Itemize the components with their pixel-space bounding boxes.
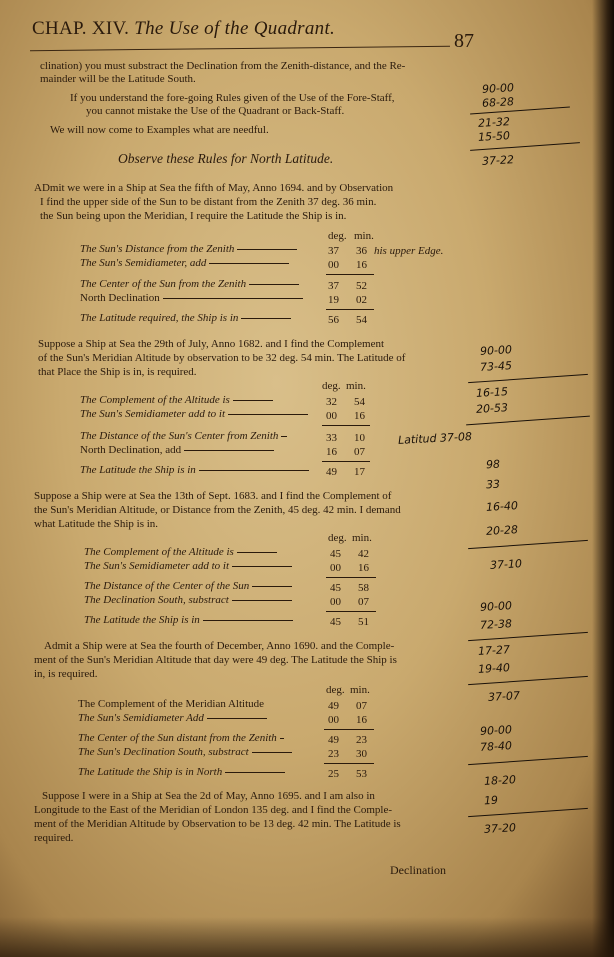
table-row	[80, 292, 306, 304]
paragraph-line: Suppose I were in a Ship at Sea the 2d of May, Anno 1695. and I am also in	[42, 790, 375, 802]
table-row	[80, 464, 312, 476]
table-row	[78, 732, 287, 744]
col-head-min: min.	[350, 684, 370, 696]
margin-rule	[468, 756, 588, 765]
row-label: The Complement of the Meridian Altitude	[78, 698, 265, 710]
deg-cell: 33	[326, 432, 337, 444]
sum-line	[326, 274, 374, 275]
min-cell: 17	[354, 466, 365, 478]
min-cell: 51	[358, 616, 369, 628]
example-text: Admit a Ship were at Sea the fourth of December, Anno 1690. and the Comple-	[44, 640, 395, 652]
deg-cell: 32	[326, 396, 337, 408]
table-row	[78, 746, 295, 758]
deg-cell: 49	[328, 700, 339, 712]
sum-line	[322, 461, 370, 462]
page-bottom-shadow	[0, 917, 614, 957]
margin-note: 78-40	[479, 739, 513, 754]
min-cell: 30	[356, 748, 367, 760]
table-row	[84, 580, 295, 592]
margin-note: 20-28	[485, 523, 519, 538]
margin-note: Latitud 37-08	[397, 430, 473, 447]
margin-note: 37-07	[487, 689, 521, 704]
row-label: The Latitude the Ship is in	[80, 464, 196, 476]
intro-line: you cannot mistake the Use of the Quadrant or Back-Staff.	[86, 105, 345, 117]
col-head-deg: deg.	[328, 532, 347, 544]
margin-note: 90-00	[479, 599, 513, 614]
deg-cell: 00	[330, 596, 341, 608]
chapter-label: CHAP. XIV.	[32, 18, 130, 39]
row-label: The Latitude required, the Ship is in	[80, 312, 239, 324]
margin-rule	[468, 808, 588, 817]
sum-line	[324, 729, 374, 730]
row-label: The Sun's Semidiameter Add	[78, 712, 204, 724]
margin-rule	[470, 142, 580, 151]
example-text: I find the upper side of the Sun to be distant from the Zenith 37 deg. 36 min.	[40, 196, 377, 208]
example-text: that Place the Ship is in, is required.	[38, 366, 197, 378]
min-cell: 53	[356, 768, 367, 780]
min-cell: 16	[358, 562, 369, 574]
margin-note: 98	[485, 457, 501, 472]
row-label: The Declination South, substract	[84, 594, 229, 606]
min-cell: 07	[356, 700, 367, 712]
margin-note: 37-20	[483, 821, 517, 836]
row-label: The Sun's Semidiameter add to it	[80, 408, 226, 420]
sum-line	[326, 611, 376, 612]
intro-line: mainder will be the Latitude South.	[40, 73, 196, 85]
margin-note: 90-00	[479, 343, 513, 358]
row-label: The Complement of the Altitude is	[84, 546, 234, 558]
catchword: Declination	[390, 863, 446, 877]
running-header	[32, 18, 432, 40]
table-row	[80, 257, 292, 269]
min-cell: 23	[356, 734, 367, 746]
example-text: ment of the Sun's Meridian Altitude that day were 49 deg. The Latitude the Ship is	[34, 654, 397, 666]
table-row	[84, 614, 296, 626]
deg-cell: 49	[328, 734, 339, 746]
margin-note: 18-20	[483, 773, 517, 788]
margin-rule	[468, 676, 588, 685]
margin-note: 37-22	[481, 153, 515, 168]
min-cell: 54	[354, 396, 365, 408]
table-row	[78, 766, 288, 778]
example-text: Suppose a Ship at Sea the 29th of July, Anno 1682. and I find the Complement	[38, 338, 385, 350]
table-row	[80, 243, 300, 255]
intro-line: clination) you must substract the Declination from the Zenith-distance, and the Re-	[40, 60, 406, 72]
col-head-deg: deg.	[322, 380, 341, 392]
margin-note: 19-40	[477, 661, 511, 676]
margin-note: 19	[483, 793, 499, 808]
page-edge-shadow	[592, 0, 614, 957]
table-row	[84, 594, 295, 606]
row-label: The Sun's Semidiameter add to it	[84, 560, 230, 572]
sum-line	[324, 763, 374, 764]
deg-cell: 00	[330, 562, 341, 574]
paragraph-line: required.	[34, 832, 74, 844]
deg-cell: 00	[328, 714, 339, 726]
col-head-min: min.	[354, 230, 374, 242]
example-text: the Sun's Meridian Altitude, or Distance from the Zenith, 45 deg. 42 min. I demand	[34, 504, 401, 516]
margin-rule	[466, 416, 590, 426]
margin-note: 90-00	[481, 81, 515, 96]
row-label: The Latitude the Ship is in North	[78, 766, 223, 778]
example-text: of the Sun's Meridian Altitude by observation to be 32 deg. 54 min. The Latitude of	[38, 352, 406, 364]
table-row	[80, 394, 276, 406]
min-cell: 07	[358, 596, 369, 608]
deg-cell: 00	[328, 259, 339, 271]
table-row	[80, 430, 290, 442]
deg-cell: 45	[330, 548, 341, 560]
margin-note: 73-45	[479, 359, 513, 374]
row-label: The Center of the Sun distant from the Zenith	[78, 732, 277, 744]
sum-line	[326, 309, 374, 310]
deg-cell: 00	[326, 410, 337, 422]
min-cell: 07	[354, 446, 365, 458]
col-head-deg: deg.	[326, 684, 345, 696]
margin-rule	[468, 632, 588, 641]
deg-cell: 19	[328, 294, 339, 306]
sum-line	[322, 425, 370, 426]
margin-note: 20-53	[475, 401, 509, 416]
row-label: The Latitude the Ship is in	[84, 614, 200, 626]
row-label: The Center of the Sun from the Zenith	[80, 278, 247, 290]
row-label: The Distance of the Center of the Sun	[84, 580, 250, 592]
chapter-title: The Use of the Quadrant.	[134, 18, 336, 39]
row-label: The Sun's Declination South, substract	[78, 746, 249, 758]
margin-note: 37-10	[489, 557, 523, 572]
deg-cell: 45	[330, 582, 341, 594]
margin-note: 15-50	[477, 129, 511, 144]
header-rule	[30, 46, 450, 51]
margin-note: 21-32	[477, 115, 511, 130]
intro-line: We will now come to Examples what are needful.	[50, 124, 269, 136]
row-label: The Sun's Distance from the Zenith	[80, 243, 235, 255]
table-row	[80, 444, 277, 456]
page-number: 87	[454, 30, 474, 52]
min-cell: 36	[356, 245, 367, 257]
min-cell: 02	[356, 294, 367, 306]
min-cell: 10	[354, 432, 365, 444]
row-label: The Sun's Semidiameter, add	[80, 257, 207, 269]
deg-cell: 45	[330, 616, 341, 628]
margin-note: 16-40	[485, 499, 519, 514]
min-cell: 16	[354, 410, 365, 422]
deg-cell: 23	[328, 748, 339, 760]
table-row	[78, 698, 264, 710]
example-text: Suppose a Ship were at Sea the 13th of Sept. 1683. and I find the Complement of	[34, 490, 392, 502]
col-head-min: min.	[352, 532, 372, 544]
intro-line: If you understand the fore-going Rules given of the Use of the Fore-Staff,	[70, 92, 395, 104]
example-text: what Latitude the Ship is in.	[34, 518, 159, 530]
min-cell: 16	[356, 259, 367, 271]
margin-note: 17-27	[477, 643, 511, 658]
min-cell: 16	[356, 714, 367, 726]
row-label: North Declination	[80, 292, 160, 304]
deg-cell: 37	[328, 280, 339, 292]
section-heading: Observe these Rules for North Latitude.	[118, 151, 334, 166]
row-label: The Complement of the Altitude is	[80, 394, 230, 406]
deg-cell: 49	[326, 466, 337, 478]
margin-note: 33	[485, 477, 501, 492]
table-row	[80, 408, 311, 420]
min-cell: 58	[358, 582, 369, 594]
example-text: ADmit we were in a Ship at Sea the fifth of May, Anno 1694. and by Observation	[34, 182, 394, 194]
table-row	[80, 312, 294, 324]
min-cell: 54	[356, 314, 367, 326]
margin-note: 16-15	[475, 385, 509, 400]
paragraph-line: ment of the Meridian Altitude by Observation to be 13 deg. 42 min. The Latitude is	[34, 818, 401, 830]
col-head-min: min.	[346, 380, 366, 392]
deg-cell: 37	[328, 245, 339, 257]
row-note: his upper Edge.	[374, 245, 444, 257]
table-row	[84, 560, 295, 572]
deg-cell: 25	[328, 768, 339, 780]
margin-rule	[468, 540, 588, 549]
table-row	[84, 546, 280, 558]
margin-note: 90-00	[479, 723, 513, 738]
margin-rule	[468, 374, 588, 383]
paragraph-line: Longitude to the East of the Meridian of London 135 deg. and I find the Comple-	[34, 804, 393, 816]
table-row	[78, 712, 270, 724]
row-label: North Declination, add	[80, 444, 182, 456]
deg-cell: 56	[328, 314, 339, 326]
margin-note: 68-28	[481, 95, 515, 110]
deg-cell: 16	[326, 446, 337, 458]
min-cell: 42	[358, 548, 369, 560]
example-text: the Sun being upon the Meridian, I require the Latitude the Ship is in.	[40, 210, 347, 222]
margin-note: 72-38	[479, 617, 513, 632]
row-label: The Distance of the Sun's Center from Zenith	[80, 430, 279, 442]
col-head-deg: deg.	[328, 230, 347, 242]
min-cell: 52	[356, 280, 367, 292]
sum-line	[326, 577, 376, 578]
example-text: in, is required.	[34, 668, 98, 680]
table-row	[80, 278, 302, 290]
